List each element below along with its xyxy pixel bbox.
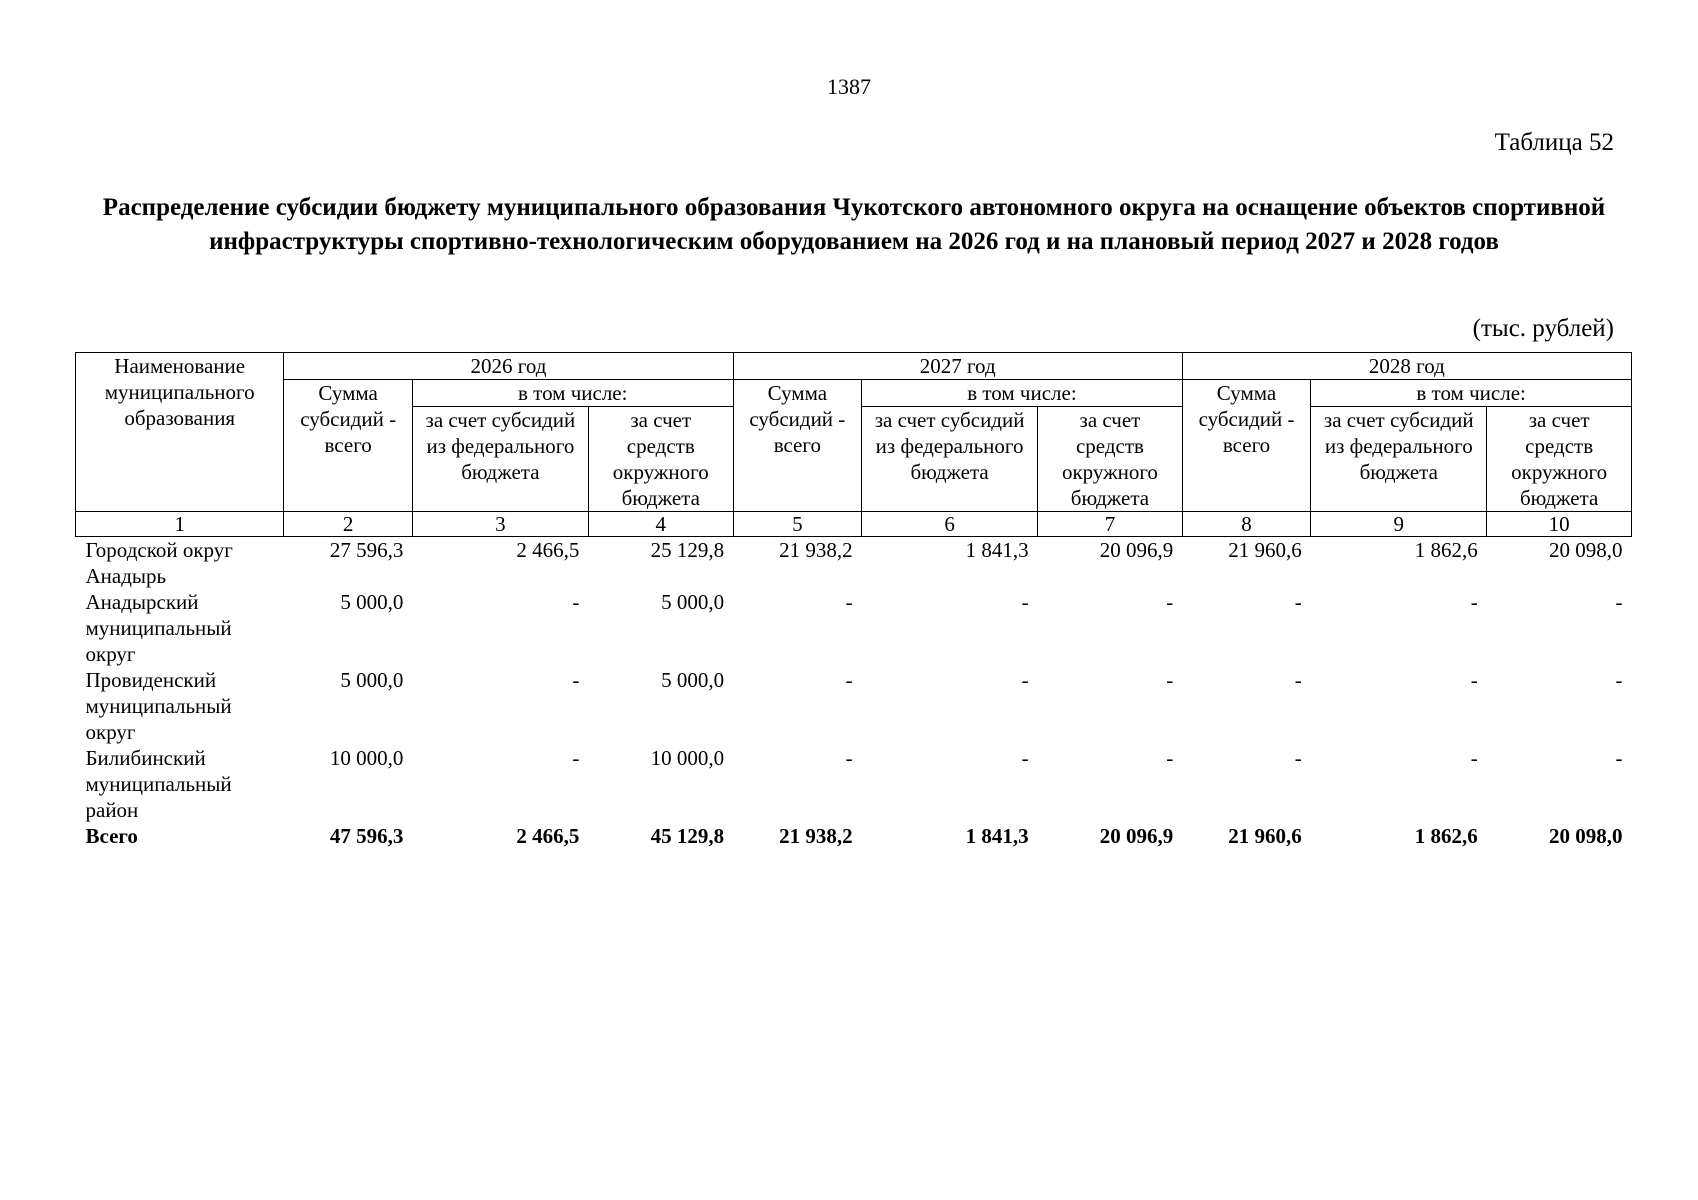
value-cell: - <box>572 590 580 614</box>
units-label: (тыс. рублей) <box>1472 315 1614 342</box>
table-label: Таблица 52 <box>1494 129 1614 156</box>
value-cell: - <box>1470 746 1478 770</box>
municipality-name: Городской округ Анадырь <box>85 538 233 588</box>
value-cell: 5 000,0 <box>340 590 404 614</box>
column-number: 1 <box>76 512 284 537</box>
table-row <box>76 589 1632 667</box>
total-value-cell: 20 096,9 <box>1099 824 1174 848</box>
header-district-2026: за счет средств окружного бюджета <box>588 407 733 512</box>
table-row <box>76 667 1632 745</box>
value-cell: - <box>1021 590 1029 614</box>
header-year-2026: 2026 год <box>284 353 733 380</box>
column-number: 2 <box>284 512 412 537</box>
header-total-2027: Сумма субсидий - всего <box>733 380 861 512</box>
header-year-2028: 2028 год <box>1182 353 1631 380</box>
value-cell: - <box>1166 746 1174 770</box>
column-number: 5 <box>733 512 861 537</box>
value-cell: 10 000,0 <box>329 746 404 770</box>
column-number: 6 <box>862 512 1038 537</box>
total-value-cell: 20 098,0 <box>1549 824 1623 848</box>
value-cell: - <box>1294 746 1302 770</box>
document-title: Распределение субсидии бюджету муниципального образования Чукотского автономного округа на оснащение объектов спортивной инфраструктуры спортивно-технологическим оборудованием на 2026 год и на плановый период 2027 и 2028 годов <box>102 194 1606 255</box>
table-header <box>76 353 1632 537</box>
table-row <box>76 745 1632 823</box>
value-cell: 5 000,0 <box>340 668 404 692</box>
header-district-2028: за счет средств окружного бюджета <box>1487 407 1632 512</box>
municipality-name: Анадырский муниципальный округ <box>85 590 232 666</box>
value-cell: - <box>845 668 853 692</box>
total-value-cell: 45 129,8 <box>650 824 725 848</box>
value-cell: 5 000,0 <box>661 590 725 614</box>
value-cell: - <box>572 746 580 770</box>
value-cell: 10 000,0 <box>650 746 725 770</box>
value-cell: - <box>1166 590 1174 614</box>
total-value-cell: 21 938,2 <box>779 824 853 848</box>
value-cell: 21 938,2 <box>779 538 853 562</box>
header-year-2027: 2027 год <box>733 353 1182 380</box>
value-cell: - <box>1294 668 1302 692</box>
header-total-2028: Сумма субсидий - всего <box>1182 380 1310 512</box>
total-row <box>76 823 1632 849</box>
value-cell: - <box>1615 668 1623 692</box>
value-cell: - <box>1615 746 1623 770</box>
value-cell: - <box>1166 668 1174 692</box>
column-number: 3 <box>412 512 588 537</box>
table-body <box>76 537 1632 850</box>
total-value-cell: 47 596,3 <box>329 824 404 848</box>
header-federal-2026: за счет субсидий из федерального бюджета <box>412 407 588 512</box>
header-total-2026: Сумма субсидий - всего <box>284 380 412 512</box>
subsidy-table <box>75 352 1632 849</box>
header-including-2026: в том числе: <box>412 380 733 407</box>
column-number: 10 <box>1487 512 1632 537</box>
municipality-name: Провиденский муниципальный округ <box>85 668 232 744</box>
value-cell: - <box>1021 668 1029 692</box>
value-cell: 21 960,6 <box>1228 538 1302 562</box>
value-cell: 1 841,3 <box>965 538 1029 562</box>
value-cell: 27 596,3 <box>329 538 404 562</box>
value-cell: 1 862,6 <box>1414 538 1478 562</box>
column-number: 7 <box>1038 512 1183 537</box>
value-cell: - <box>845 590 853 614</box>
value-cell: 2 466,5 <box>516 538 580 562</box>
header-municipality: Наименование муниципального образования <box>76 353 284 512</box>
value-cell: - <box>572 668 580 692</box>
value-cell: - <box>845 746 853 770</box>
total-label: Всего <box>85 824 138 848</box>
page-number: 1387 <box>827 74 871 99</box>
column-number: 9 <box>1311 512 1487 537</box>
column-number: 8 <box>1182 512 1310 537</box>
value-cell: - <box>1615 590 1623 614</box>
header-federal-2027: за счет субсидий из федерального бюджета <box>862 407 1038 512</box>
value-cell: 20 096,9 <box>1099 538 1174 562</box>
total-value-cell: 1 862,6 <box>1414 824 1478 848</box>
value-cell: 20 098,0 <box>1549 538 1623 562</box>
header-federal-2028: за счет субсидий из федерального бюджета <box>1311 407 1487 512</box>
value-cell: - <box>1470 590 1478 614</box>
header-district-2027: за счет средств окружного бюджета <box>1038 407 1183 512</box>
value-cell: - <box>1470 668 1478 692</box>
value-cell: - <box>1294 590 1302 614</box>
value-cell: 25 129,8 <box>650 538 725 562</box>
value-cell: - <box>1021 746 1029 770</box>
total-value-cell: 21 960,6 <box>1228 824 1302 848</box>
header-including-2028: в том числе: <box>1311 380 1632 407</box>
column-number-row <box>76 512 1632 537</box>
table-row <box>76 537 1632 590</box>
total-value-cell: 2 466,5 <box>516 824 580 848</box>
header-including-2027: в том числе: <box>862 380 1183 407</box>
total-value-cell: 1 841,3 <box>965 824 1029 848</box>
municipality-name: Билибинский муниципальный район <box>85 746 232 822</box>
column-number: 4 <box>588 512 733 537</box>
value-cell: 5 000,0 <box>661 668 725 692</box>
